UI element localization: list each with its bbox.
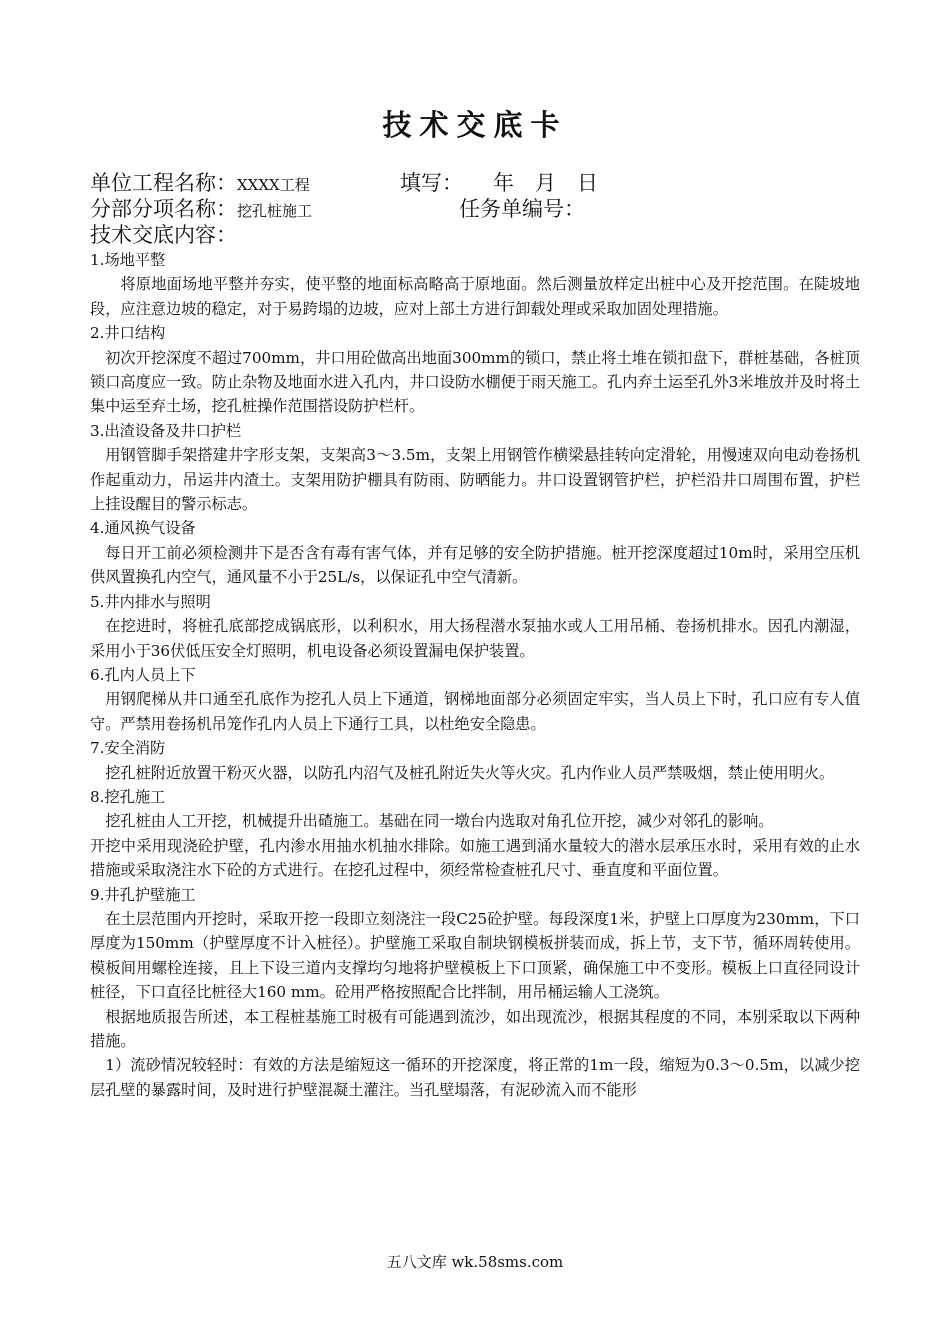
document-body [90,248,860,1102]
section-paragraph: 每日开工前必须检测井下是否含有毒有害气体，并有足够的安全防护措施。桩开挖深度超过10m时，采用空压机供风置换孔内空气，通风量不小于25L/s，以保证孔中空气清新。 [90,543,860,587]
fill-label: 填写： [400,171,463,195]
footer-watermark: 五八文库 wk.58sms.com [386,1253,564,1271]
unit-name-row [90,170,310,198]
section-paragraph: 挖孔桩由人工开挖，机械提升出碴施工。基础在同一墩台内选取对角孔位开挖，减少对邻孔的影响。 [105,812,774,831]
section-paragraph: 初次开挖深度不超过700mm，井口用砼做高出地面300mm的锁口，禁止将土堆在锁扣盘下，群桩基础，各桩顶锁口高度应一致。防止杂物及地面水进入孔内，井口设防水棚便于雨天施工。孔内弃土运至孔外3米堆放并及时将土集中运至弃土场，挖孔桩操作范围搭设防护栏杆。 [90,348,860,416]
unit-name-value: XXXX工程 [237,176,310,194]
fill-row [400,170,598,196]
section-paragraph: 开挖中采用现浇砼护壁，孔内渗水用抽水机抽水排除。如施工遇到涌水量较大的潜水层承压水时，采用有效的止水措施或采取浇注水下砼的方式进行。在挖孔过程中，须经常检查桩孔尺寸、垂直度和平面位置。 [90,836,860,880]
section-heading: 7.安全消防 [90,739,166,758]
section-heading: 2.井口结构 [90,324,166,343]
section-paragraph: 1）流砂情况较轻时：有效的方法是缩短这一循环的开挖深度，将正常的1m一段，缩短为0.3～0.5m，以减少挖层孔壁的暴露时间，及时进行护壁混凝土灌注。当孔壁塌落，有泥砂流入而不能形 [90,1056,860,1099]
section-paragraph: 将原地面场地平整并夯实，使平整的地面标高略高于原地面。然后测量放样定出桩中心及开挖范围。在陡坡地段，应注意边坡的稳定，对于易跨塌的边坡，应对上部土方进行卸载处理或采取加固处理措施。 [90,275,860,318]
sub-name-label: 分部分项名称： [90,197,237,221]
section-heading: 9.井孔护壁施工 [90,885,196,904]
section-heading: 4.通风换气设备 [90,519,196,538]
sub-name-value: 挖孔桩施工 [237,202,313,220]
section-paragraph: 用钢管脚手架搭建井字形支架，支架高3～3.5m，支架上用钢管作横梁悬挂转向定滑轮，用慢速双向电动卷扬机作起重动力，吊运井内渣土。支架用防护棚具有防雨、防晒能力。井口设置钢管护栏，护栏沿井口周围布置，护栏上挂设醒目的警示标志。 [90,446,860,514]
section-heading: 8.挖孔施工 [90,787,166,806]
section-heading: 5.井内排水与照明 [90,592,211,611]
section-heading: 1.场地平整 [90,251,166,269]
content-label: 技术交底内容： [90,223,237,247]
page-title: 技术交底卡 [382,108,568,142]
task-number-label: 任务单编号： [459,197,585,221]
section-paragraph: 根据地质报告所述，本工程桩基施工时极有可能遇到流沙，如出现流沙，根据其程度的不同，本别采取以下两种措施。 [90,1007,860,1050]
section-paragraph: 在挖进时，将桩孔底部挖成锅底形，以利积水，用大扬程潜水泵抽水或人工用吊桶、卷扬机排水。因孔内潮湿，采用小于36伏低压安全灯照明，机电设备必须设置漏电保护装置。 [90,617,860,660]
fill-date: 年 月 日 [493,171,598,195]
section-paragraph: 在土层范围内开挖时，采取开挖一段即立刻浇注一段C25砼护壁。每段深度1米，护壁上口厚度为230mm，下口厚度为150mm（护壁厚度不计入桩径）。护壁施工采取自制块钢模板拼装而成，拆上节，支下节，循环周转使用。模板间用螺栓连接，且上下设三道内支撑均匀地将护壁模板上下口顶紧，确保施工中不变形。模板上口直径同设计桩径，下口直径比桩径大160 mm。砼用严格按照配合比拌制，用吊桶运输人工浇筑。 [90,909,860,1002]
section-heading: 3.出渣设备及井口护栏 [90,421,242,440]
section-heading: 6.孔内人员上下 [90,665,196,684]
unit-name-label: 单位工程名称： [90,171,237,195]
section-paragraph: 挖孔桩附近放置干粉灭火器，以防孔内沼气及桩孔附近失火等火灾。孔内作业人员严禁吸烟，禁止使用明火。 [105,763,835,782]
sub-name-row [90,196,312,224]
section-paragraph: 用钢爬梯从井口通至孔底作为挖孔人员上下通道，钢梯地面部分必须固定牢实，当人员上下时，孔口应有专人值守。严禁用卷扬机吊笼作孔内人员上下通行工具，以杜绝安全隐患。 [90,690,860,733]
